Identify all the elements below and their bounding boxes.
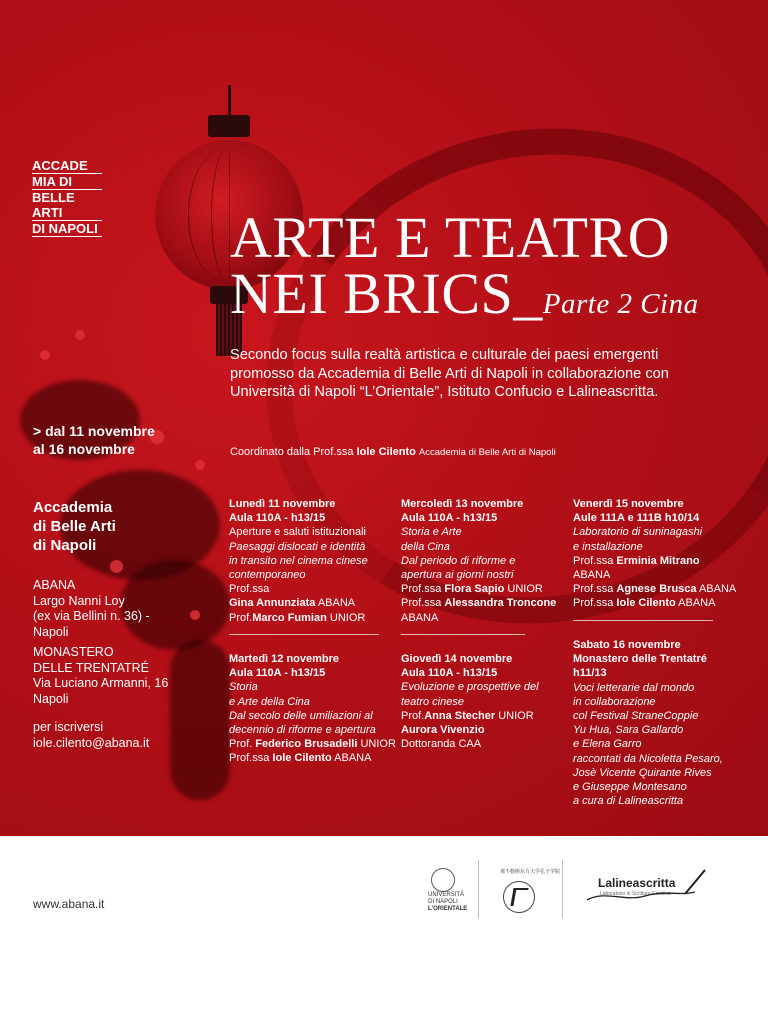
blossom-petal xyxy=(75,330,85,340)
blossom-petal xyxy=(195,460,205,470)
university-emblem-icon xyxy=(431,868,455,892)
footer-divider xyxy=(478,860,479,918)
page-title xyxy=(230,205,699,332)
confucio-logo: 那不勒斯东方大学孔子学院 xyxy=(500,868,538,906)
event-wednesday: Mercoledì 13 novembre Aula 110A - h13/15 Storia e Arte della Cina Dal periodo di riforme e apertura ai giorni nostri Prof.ssa Flora Sapio UNIOR Prof.ssa Alessandra Troncone ABANA xyxy=(401,498,557,624)
blossom-petal xyxy=(110,560,123,573)
confucius-institute-icon xyxy=(503,881,535,913)
event-tuesday: Martedì 12 novembre Aula 110A - h13/15 Storia e Arte della Cina Dal secolo delle umiliazioni al decennio di riforme e apertura Prof. Federico Brusadelli UNIOR Prof.ssa Iole Cilento ABANA xyxy=(229,653,396,765)
divider xyxy=(401,634,525,635)
pen-stroke-icon xyxy=(585,866,710,906)
logo-line: ACCADE xyxy=(32,158,102,174)
event-saturday: Sabato 16 novembre Monastero delle Trentatré h11/13 Voci letterarie dal mondo in collaborazione col Festival StraneCoppie Yu Hua, Sara Gallardo e Elena Garro raccontati da Nicoletta Pesaro, Josè Vicente Quirante Rives e Giuseppe Montesano a cura di Lalineascritta xyxy=(573,639,723,808)
title-line-2: NEI BRICS xyxy=(230,261,514,326)
footer-divider xyxy=(562,860,563,918)
academy-logo xyxy=(32,158,102,237)
coordinator-name: Iole Cilento xyxy=(356,446,416,458)
lantern-hook xyxy=(228,85,231,117)
ink-splash xyxy=(170,640,230,800)
address-monastero: MONASTERO DELLE TRENTATRÉ Via Luciano Armanni, 16 Napoli xyxy=(33,645,169,706)
blossom-petal xyxy=(40,350,50,360)
title-line-1: ARTE E TEATRO xyxy=(230,205,671,270)
coordinator-line: Coordinato dalla Prof.ssa Iole Cilento Accademia di Belle Arti di Napoli xyxy=(230,446,556,458)
title-subtitle: Parte 2 Cina xyxy=(542,288,699,320)
event-thursday: Giovedì 14 novembre Aula 110A - h13/15 Evoluzione e prospettive del teatro cinese Prof.Anna Stecher UNIOR Aurora Vivenzio Dottoranda CAA xyxy=(401,653,539,751)
address-abana: ABANA Largo Nanni Loy (ex via Bellini n. 36) - Napoli xyxy=(33,578,150,639)
signup-email[interactable]: iole.cilento@abana.it xyxy=(33,735,150,750)
lantern-cap xyxy=(208,115,250,137)
event-friday: Venerdì 15 novembre Aule 111A e 111B h10/14 Laboratorio di suninagashi e installazione Prof.ssa Erminia Mitrano ABANA Prof.ssa Agnese Brusca ABANA Prof.ssa Iole Cilento ABANA xyxy=(573,498,737,610)
divider xyxy=(229,634,379,635)
blossom-petal xyxy=(190,610,200,620)
signup-info: per iscriversi iole.cilento@abana.it xyxy=(33,720,150,750)
lalineascritta-logo: Lalineascritta xyxy=(598,876,676,890)
title-separator: _ xyxy=(513,261,543,326)
venue-name: Accademia di Belle Arti di Napoli xyxy=(33,499,116,554)
orientale-logo: UNIVERSITÀ DI NAPOLI L'ORIENTALE xyxy=(428,868,458,913)
website-link[interactable]: www.abana.it xyxy=(33,897,105,911)
logo-line: MIA DI xyxy=(32,174,102,190)
intro-text: Secondo focus sulla realtà artistica e culturale dei paesi emergenti promosso da Accademia di Belle Arti di Napoli in collaborazione con Università di Napoli “L’Orientale”, Istituto Confucio e Lalineascritta. xyxy=(230,347,669,400)
divider xyxy=(573,620,713,621)
logo-line: DI NAPOLI xyxy=(32,221,102,237)
event-monday: Lunedì 11 novembre Aula 110A - h13/15 Aperture e saluti istituzionali Paesaggi dislocati e identità in transito nel cinema cinese contemporaneo Prof.ssa Gina Annunziata ABANA Prof.Marco Fumian UNIOR xyxy=(229,498,368,624)
date-range: > dal 11 novembre al 16 novembre xyxy=(33,423,155,457)
logo-line: BELLE ARTI xyxy=(32,190,102,221)
